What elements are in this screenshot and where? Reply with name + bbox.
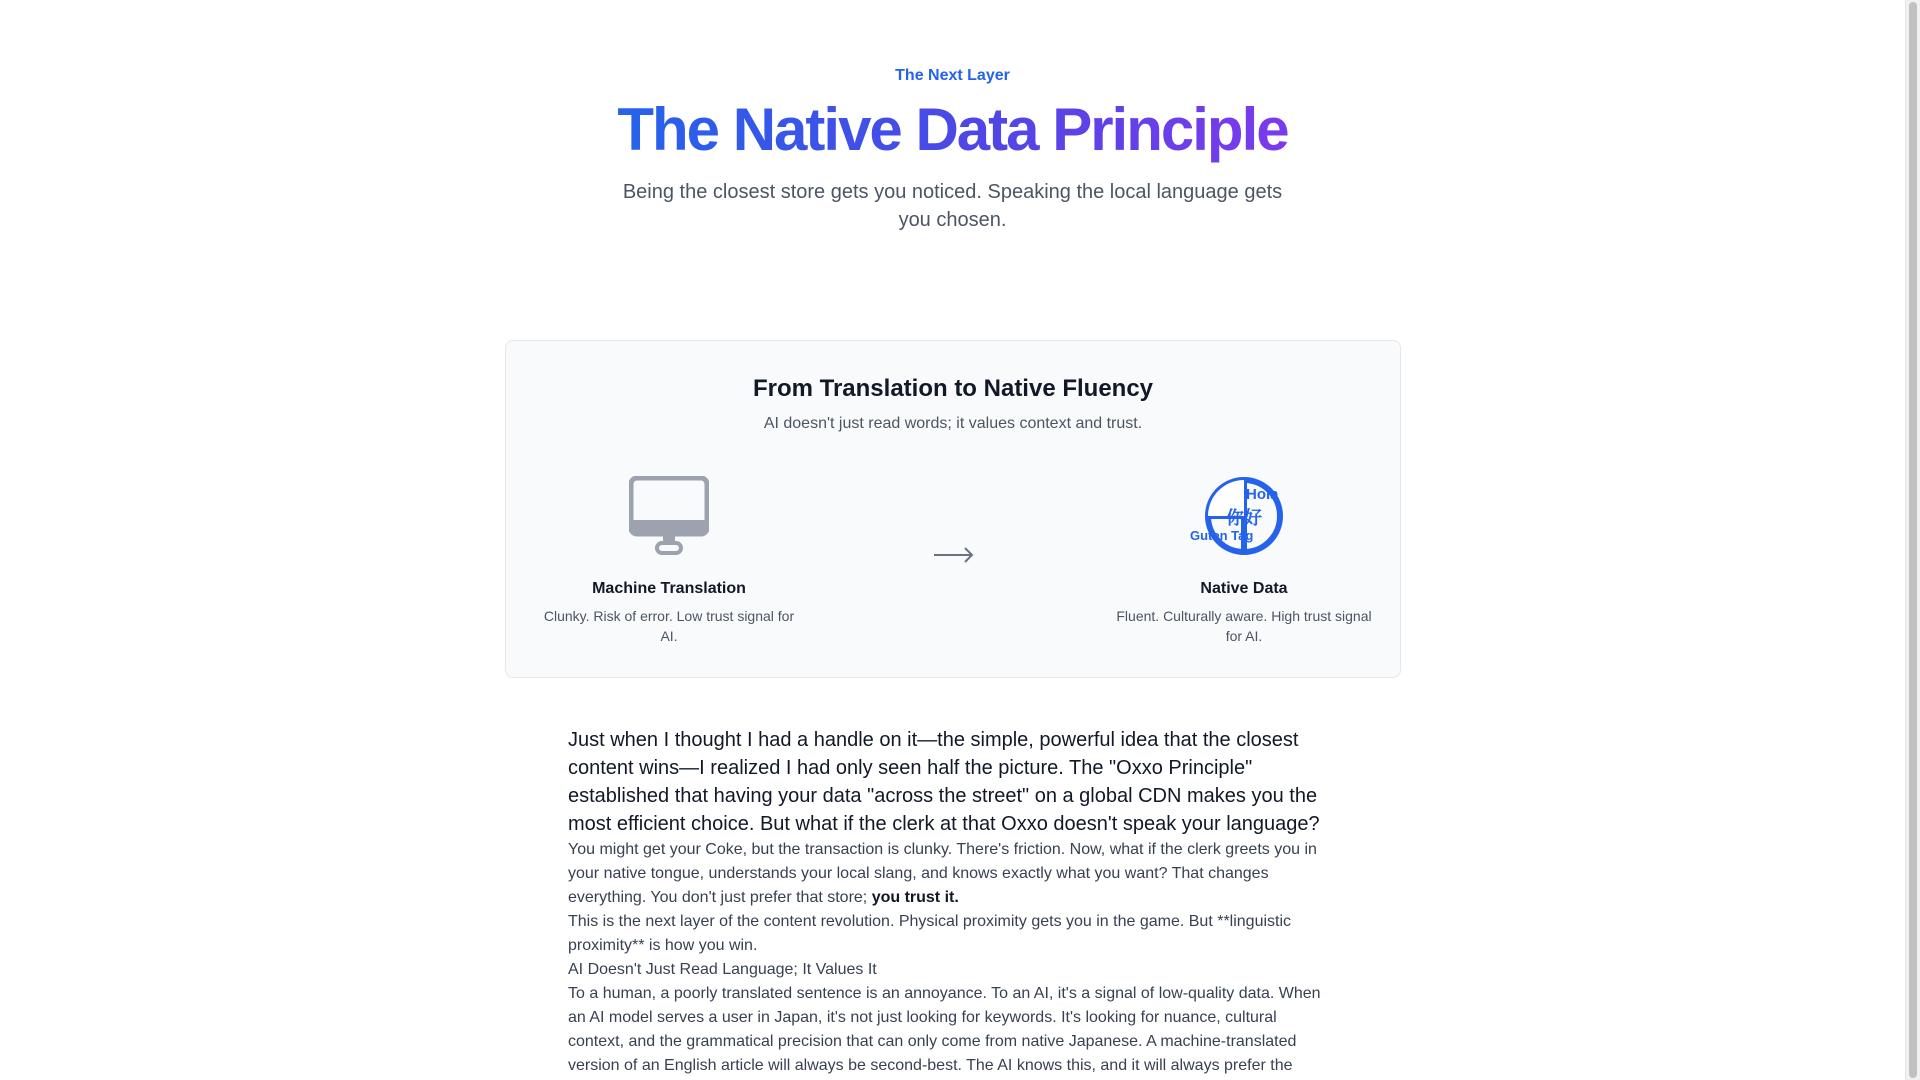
greeting-nihao: 你好: [1226, 508, 1262, 528]
hero-section: [0, 66, 1905, 234]
machine-translation-description: Clunky. Risk of error. Low trust signal for AI.: [543, 608, 795, 644]
comparison-subtitle: AI doesn't just read words; it values context and trust.: [763, 415, 1143, 432]
globe-icon: [1190, 476, 1284, 556]
native-data-column: [1114, 476, 1374, 646]
article-paragraph: To a human, a poorly translated sentence is an annoyance. To an AI, it's a signal of low-quality data. When an AI model serves a user in Japan, it's not just looking for keywords. It's looking for nuance, cultural context, and the grammatical precision that can only come from native Japanese. A machine-translated version of an English article will always be second-best. The AI knows this, and it will always prefer the: [568, 985, 1321, 1074]
page-title: The Native Data Principle: [617, 94, 1287, 166]
native-data-description: Fluent. Culturally aware. High trust signal for AI.: [1116, 608, 1372, 644]
article-paragraph: This is the next layer of the content revolution. Physical proximity gets you in the game. But **linguistic proximity** is how you win.: [568, 913, 1292, 954]
comparison-card: [505, 340, 1401, 678]
article-subheading: AI Doesn't Just Read Language; It Values It: [568, 961, 877, 978]
arrow-right-icon: [932, 545, 976, 565]
greeting-hola: Hola: [1246, 486, 1279, 503]
article-lead: Just when I thought I had a handle on it—the simple, powerful idea that the closest content wins—I realized I had only seen half the picture. The "Oxxo Principle" established that having your data "across the street" on a global CDN makes you the most efficient choice. But what if the clerk at that Oxxo doesn't speak your language?: [568, 729, 1320, 835]
article-body: [568, 726, 1328, 1078]
machine-translation-column: [539, 476, 799, 646]
article-paragraph: [568, 838, 1328, 910]
machine-translation-title: Machine Translation: [592, 580, 746, 597]
article-emphasis: you trust it.: [871, 889, 959, 906]
comparison-title: From Translation to Native Fluency: [752, 375, 1154, 402]
hero-eyebrow: The Next Layer: [895, 67, 1010, 84]
scrollbar-thumb[interactable]: [1909, 2, 1917, 1078]
hero-subtitle: Being the closest store gets you noticed. Speaking the local language gets you chosen.: [622, 181, 1283, 231]
monitor-icon: [629, 476, 709, 556]
page-scrollbar[interactable]: [1905, 0, 1920, 1080]
article-paragraph-text: You might get your Coke, but the transaction is clunky. There's friction. Now, what if the clerk greets you in your native tongue, understands your local slang, and knows exactly what you want? That changes everything. You don't just prefer that store;: [568, 841, 1317, 906]
native-data-title: Native Data: [1200, 580, 1288, 597]
greeting-guten-tag: Guten Tag: [1190, 528, 1254, 543]
